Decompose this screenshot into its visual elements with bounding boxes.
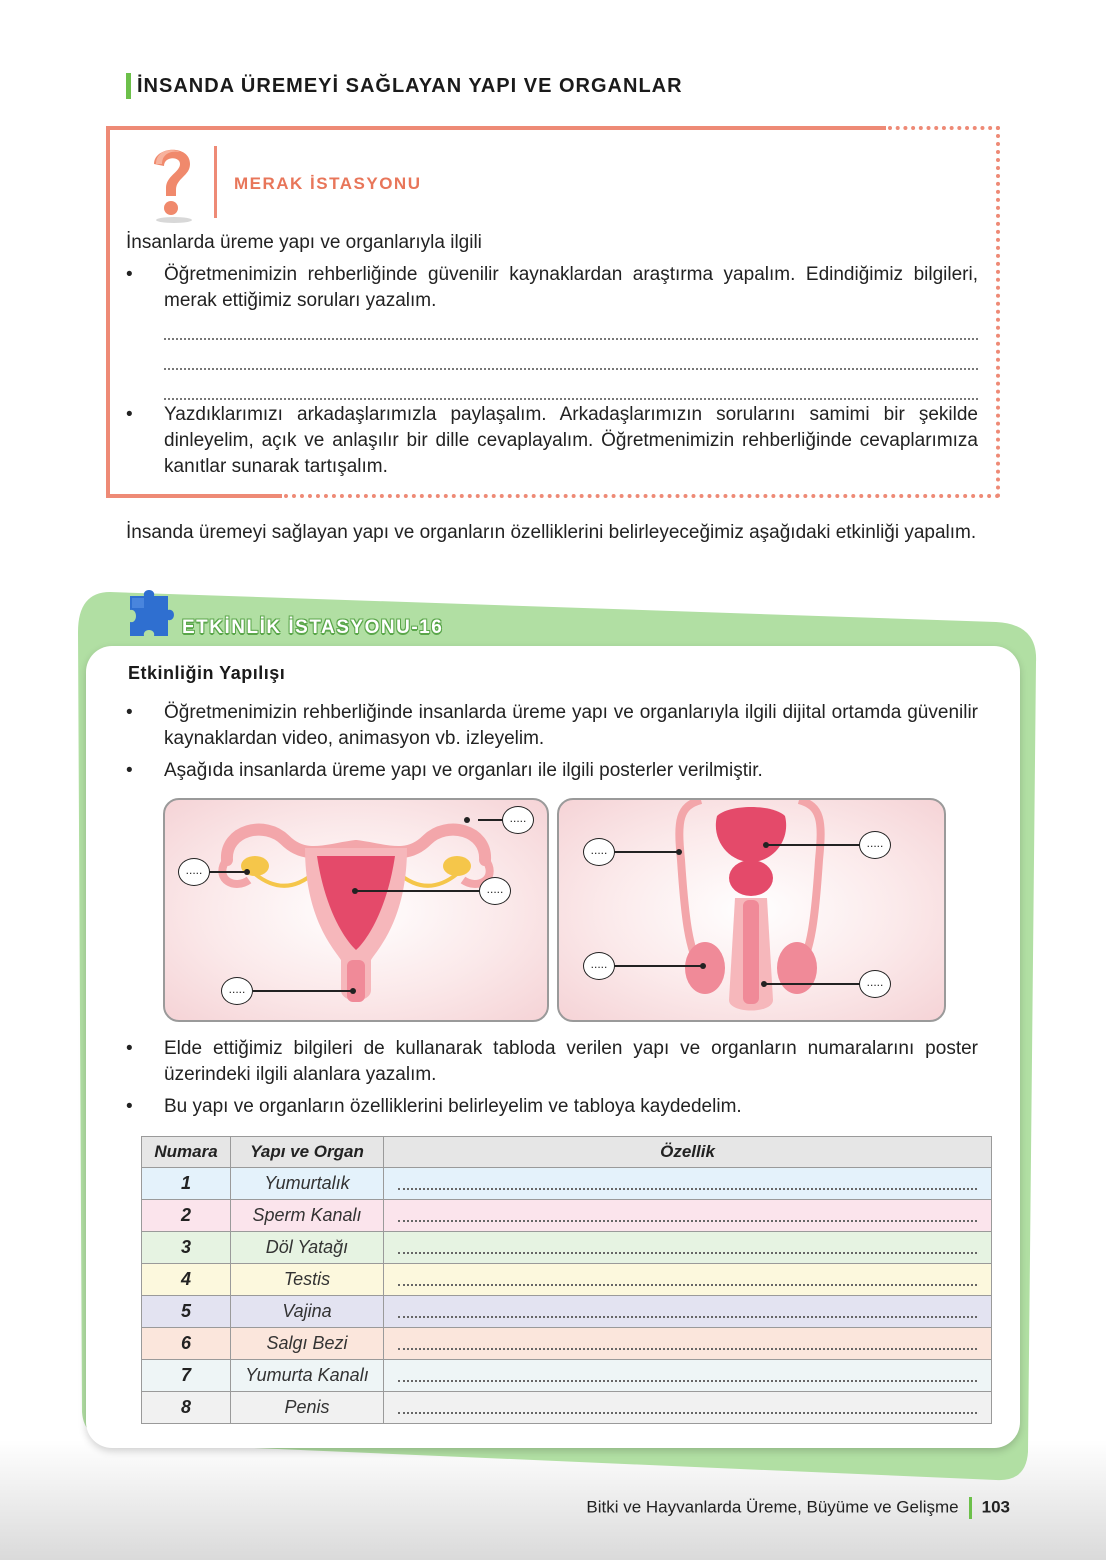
table-row: [142, 1264, 992, 1296]
table-row: [142, 1360, 992, 1392]
poster-label[interactable]: .....: [479, 877, 511, 905]
row-organ: Testis: [231, 1264, 384, 1296]
row-feature-blank[interactable]: [384, 1200, 992, 1232]
poster-label[interactable]: .....: [859, 831, 891, 859]
row-organ: Penis: [231, 1392, 384, 1424]
activity-bullet-1: • Öğretmenimizin rehberliğinde insanlarda üreme yapı ve organlarıyla ilgili dijital ortamda güvenilir kaynaklardan video, animasyon vb. izleyelim.: [126, 700, 978, 752]
row-number: 1: [142, 1168, 231, 1200]
row-organ: Sperm Kanalı: [231, 1200, 384, 1232]
table-row: [142, 1328, 992, 1360]
poster-label[interactable]: .....: [221, 977, 253, 1005]
poster-label[interactable]: .....: [178, 858, 210, 886]
row-feature-blank[interactable]: [384, 1232, 992, 1264]
row-number: 2: [142, 1200, 231, 1232]
activity-bullet-4: • Bu yapı ve organların özelliklerini belirleyelim ve tabloya kaydedelim.: [126, 1094, 978, 1120]
merak-istasyonu-box: [106, 126, 1000, 498]
poster-label[interactable]: .....: [583, 952, 615, 980]
answer-line[interactable]: [164, 318, 978, 340]
table-row: [142, 1200, 992, 1232]
page-footer: [586, 1497, 1010, 1519]
row-organ: Salgı Bezi: [231, 1328, 384, 1360]
activity-bullet-3: • Elde ettiğimiz bilgileri de kullanarak tabloda verilen yapı ve organların numaralarını poster üzerindeki ilgili alanlara yazalım.: [126, 1036, 978, 1088]
female-reproductive-poster: [163, 798, 549, 1022]
puzzle-piece-icon: [124, 586, 178, 640]
row-organ: Yumurtalık: [231, 1168, 384, 1200]
activity-bullets-2: [126, 1036, 978, 1120]
row-feature-blank[interactable]: [384, 1168, 992, 1200]
poster-label[interactable]: .....: [583, 838, 615, 866]
table-header-row: [142, 1137, 992, 1168]
row-organ: Vajina: [231, 1296, 384, 1328]
row-organ: Döl Yatağı: [231, 1232, 384, 1264]
section-heading: İNSANDA ÜREMEYİ SAĞLAYAN YAPI VE ORGANLAR: [126, 73, 683, 99]
footer-unit-title: Bitki ve Hayvanlarda Üreme, Büyüme ve Gelişme: [586, 1497, 959, 1517]
question-mark-icon: [142, 140, 202, 224]
table-row: [142, 1168, 992, 1200]
table-row: [142, 1232, 992, 1264]
activity-bullet-2: • Aşağıda insanlarda üreme yapı ve organları ile ilgili posterler verilmiştir.: [126, 758, 978, 784]
merak-bullet-1: • Öğretmenimizin rehberliğinde güvenilir kaynaklardan araştırma yapalım. Edindiğimiz bilgileri, merak ettiğimiz soruları yazalım.: [126, 262, 978, 314]
header-numara: Numara: [142, 1137, 231, 1168]
answer-line[interactable]: [164, 378, 978, 400]
row-feature-blank[interactable]: [384, 1360, 992, 1392]
table-row: [142, 1296, 992, 1328]
organ-feature-table: [141, 1136, 992, 1424]
answer-line[interactable]: [164, 348, 978, 370]
page-number: 103: [981, 1497, 1010, 1517]
answer-lines: [126, 310, 978, 404]
row-number: 4: [142, 1264, 231, 1296]
male-reproductive-poster: [557, 798, 946, 1022]
activity-bullets: [126, 700, 978, 784]
activity-subtitle: Etkinliğin Yapılışı: [128, 663, 286, 683]
poster-label[interactable]: .....: [859, 970, 891, 998]
activity-title: ETKİNLİK İSTASYONU-16: [182, 617, 444, 638]
merak-bullets-2: [126, 402, 978, 480]
row-number: 5: [142, 1296, 231, 1328]
row-feature-blank[interactable]: [384, 1264, 992, 1296]
row-feature-blank[interactable]: [384, 1392, 992, 1424]
poster-label[interactable]: .....: [502, 806, 534, 834]
row-feature-blank[interactable]: [384, 1296, 992, 1328]
row-feature-blank[interactable]: [384, 1328, 992, 1360]
row-number: 6: [142, 1328, 231, 1360]
header-yapi-ve-organ: Yapı ve Organ: [231, 1137, 384, 1168]
row-number: 3: [142, 1232, 231, 1264]
row-number: 8: [142, 1392, 231, 1424]
intro-paragraph: İnsanda üremeyi sağlayan yapı ve organların özelliklerini belirleyeceğimiz aşağıdaki etkinliği yapalım.: [126, 522, 977, 543]
row-organ: Yumurta Kanalı: [231, 1360, 384, 1392]
table-row: [142, 1392, 992, 1424]
merak-bullets: [126, 262, 978, 314]
row-number: 7: [142, 1360, 231, 1392]
merak-intro: İnsanlarda üreme yapı ve organlarıyla ilgili: [126, 232, 482, 253]
header-ozellik: Özellik: [384, 1137, 992, 1168]
merak-title: MERAK İSTASYONU: [234, 174, 422, 193]
table-body: [142, 1168, 992, 1424]
merak-bullet-2: • Yazdıklarımızı arkadaşlarımızla paylaşalım. Arkadaşlarımızın sorularını samimi bir şekilde dinleyelim, açık ve anlaşılır bir dille cevaplayalım. Öğretmenimizin rehberliğinde cevaplarımıza kanıtlar sunarak tartışalım.: [126, 402, 978, 480]
